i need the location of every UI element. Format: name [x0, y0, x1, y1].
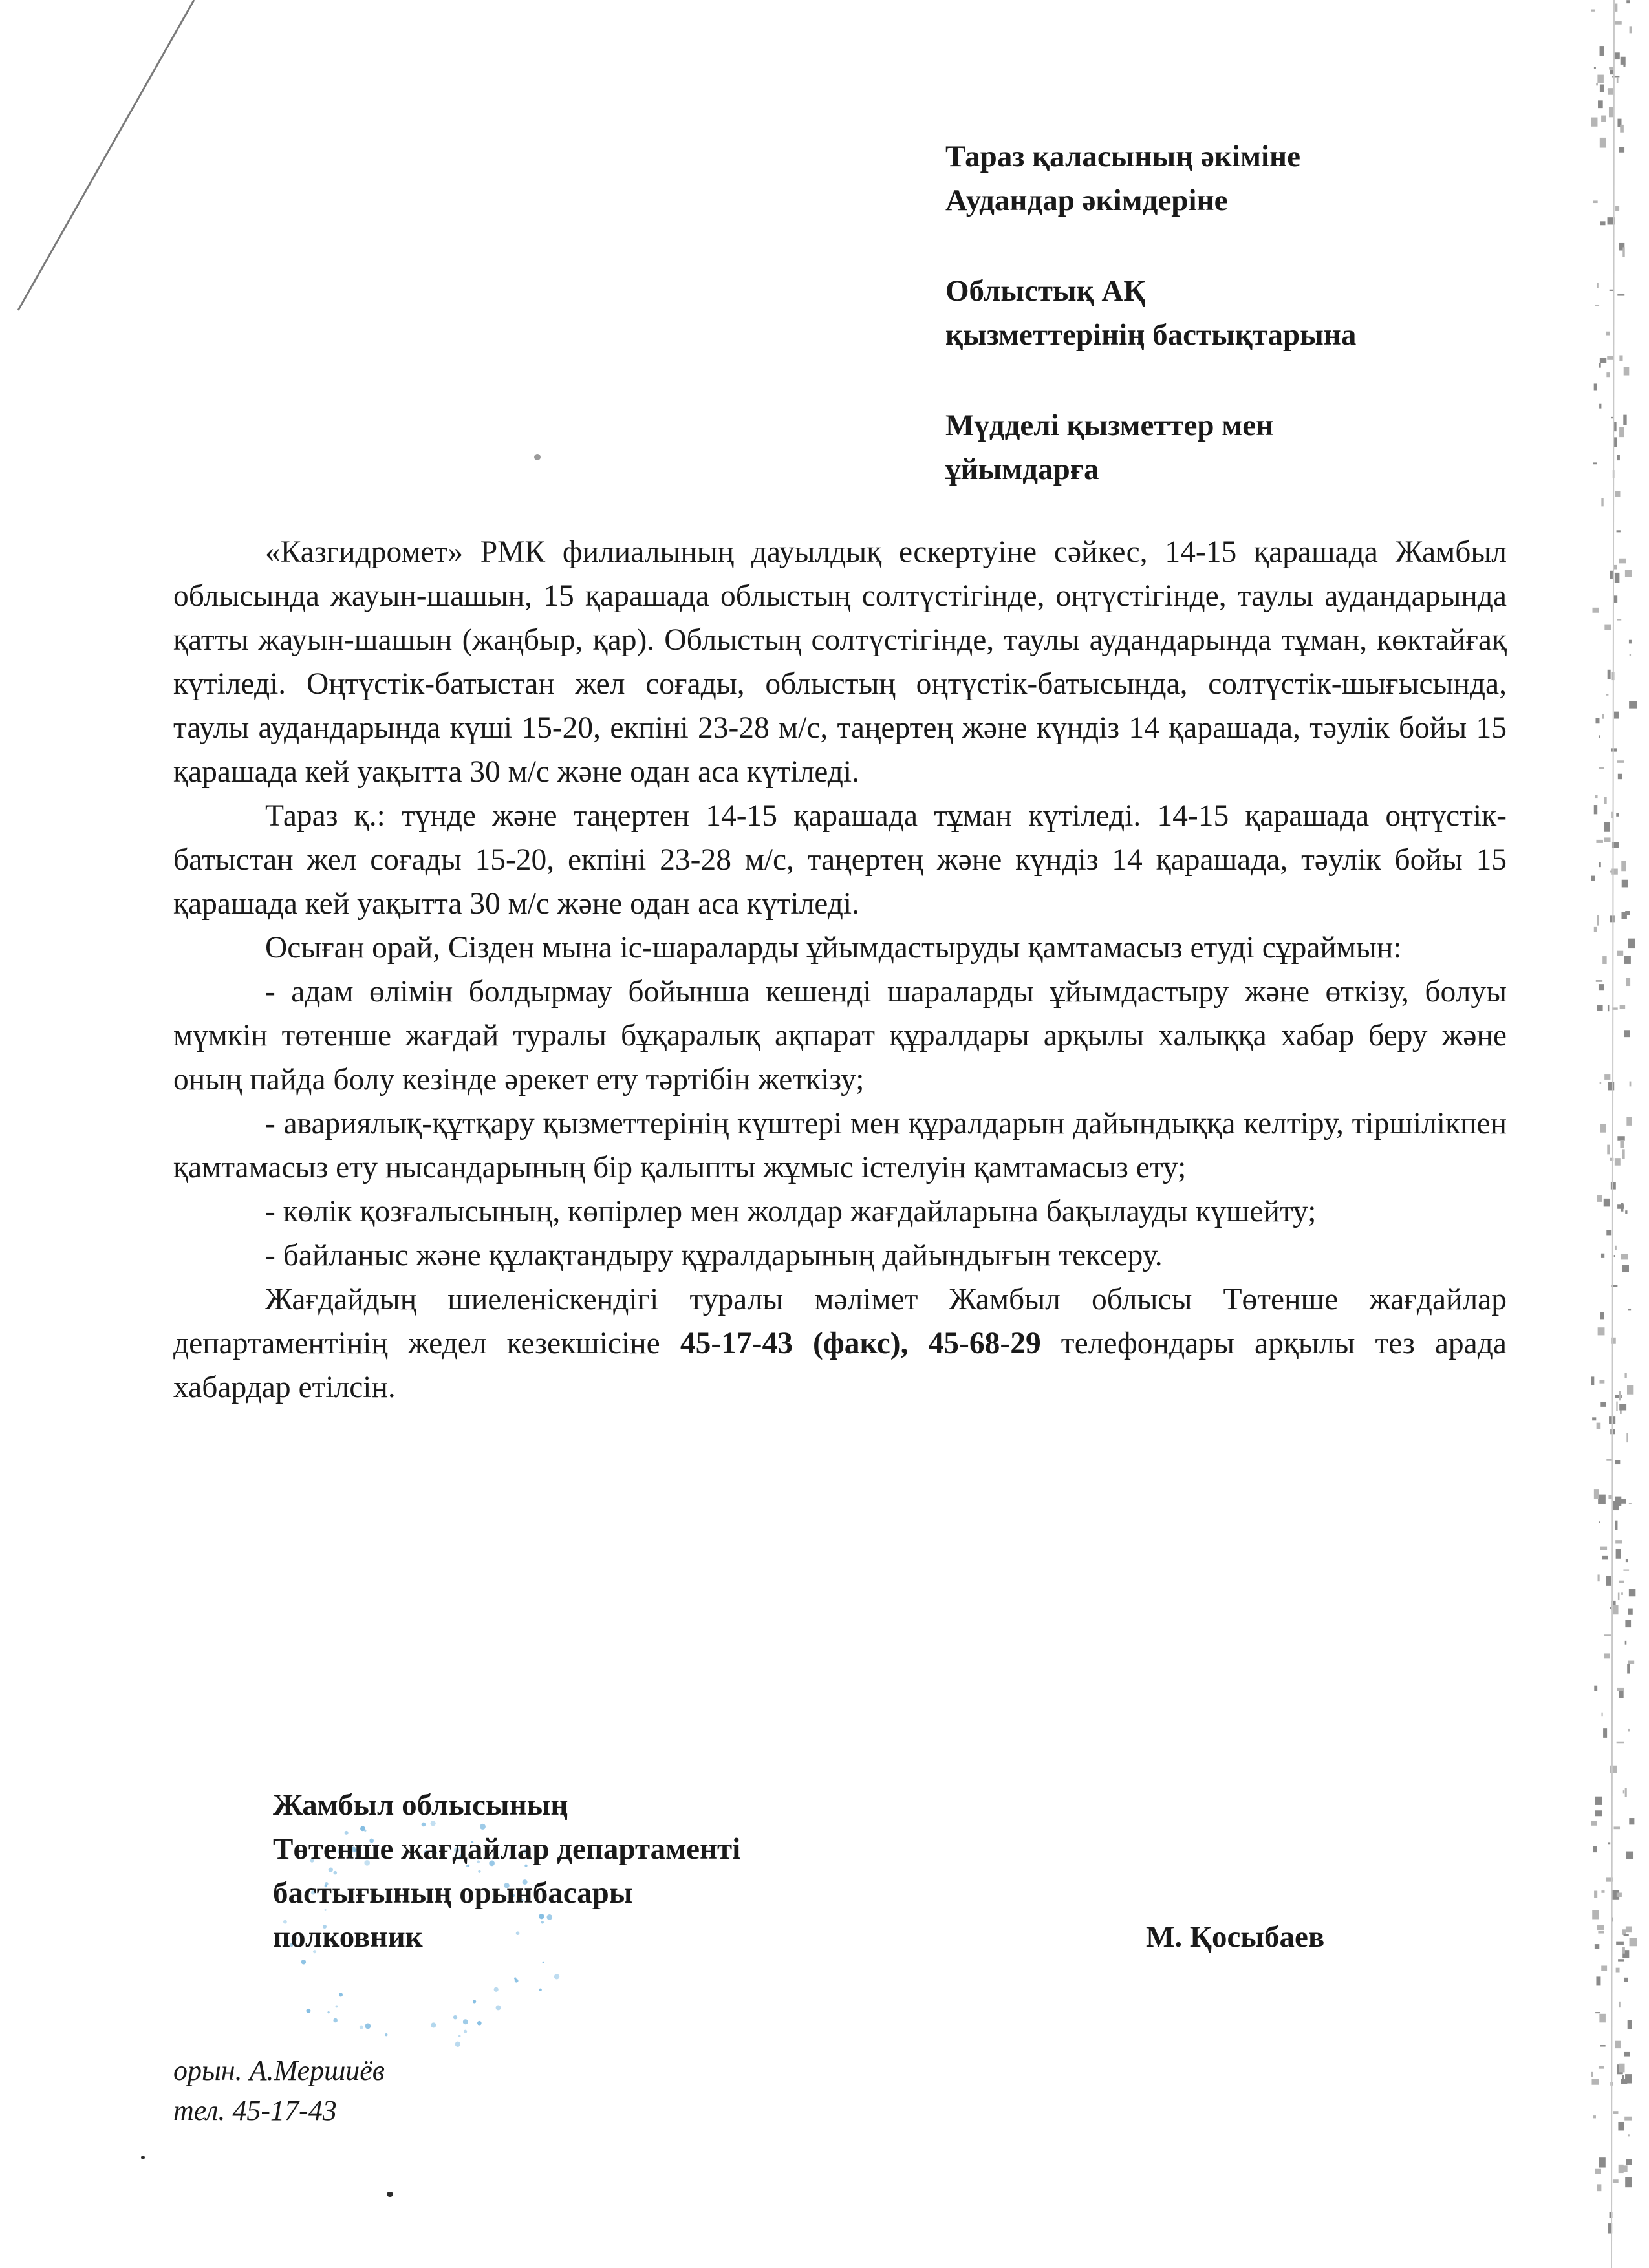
noise-speck	[1624, 1030, 1630, 1037]
noise-speck	[1597, 1195, 1602, 1202]
noise-speck	[1617, 1742, 1624, 1744]
recipient-line: Облыстық АҚ	[945, 274, 1146, 308]
noise-speck	[1624, 1373, 1626, 1378]
noise-speck	[1591, 2072, 1593, 2077]
noise-speck	[1620, 1405, 1621, 1414]
noise-speck	[1624, 1934, 1629, 1936]
noise-speck	[1619, 1499, 1626, 1504]
executor-phone: тел. 45-17-43	[173, 2095, 337, 2126]
noise-speck	[1597, 2184, 1601, 2191]
recipient-line: Тараз қаласының әкіміне	[945, 140, 1300, 173]
noise-speck	[1617, 619, 1622, 621]
scan-speck	[141, 2156, 145, 2159]
stamp-speck	[431, 2022, 436, 2027]
noise-speck	[1599, 984, 1604, 990]
noise-speck	[1613, 1605, 1618, 1615]
contact-numbers: 45-17-43 (факс), 45-68-29	[680, 1327, 1041, 1360]
stamp-speck	[336, 2006, 338, 2008]
bullet-item: - авариялық-құтқару қызметтерінің күштері мен құралдарын дайындыққа келтіру, тіршілікпен қамтамасыз ету нысандарының бір қалыпты жұмыс істелуін қамтамасыз ету;	[173, 1107, 1507, 1184]
noise-speck	[1598, 100, 1603, 108]
noise-speck	[1599, 2157, 1606, 2167]
noise-speck	[1603, 1728, 1607, 1738]
stamp-speck	[463, 2019, 468, 2024]
noise-speck	[1604, 1074, 1610, 1080]
noise-speck	[1610, 571, 1613, 579]
noise-speck	[1630, 654, 1631, 656]
noise-speck	[1615, 573, 1620, 583]
noise-speck	[1630, 1938, 1637, 1947]
noise-speck	[1604, 1199, 1610, 1207]
noise-speck	[1619, 559, 1626, 564]
stamp-speck	[496, 2005, 501, 2010]
noise-speck	[1629, 1818, 1634, 1824]
stamp-speck	[514, 1977, 517, 1980]
noise-speck	[1600, 1402, 1606, 1407]
stamp-speck	[327, 2011, 329, 2013]
noise-speck	[1593, 1846, 1597, 1852]
signer-name: М. Қосыбаев	[1146, 1920, 1325, 1954]
noise-speck	[1601, 498, 1603, 507]
noise-speck	[1620, 1005, 1625, 1009]
noise-speck	[1626, 1927, 1632, 1933]
noise-speck	[1614, 1255, 1615, 1257]
noise-speck	[1593, 200, 1598, 203]
signature-title-line: Төтенше жағдайлар департаменті	[273, 1832, 741, 1866]
noise-speck	[1599, 1521, 1600, 1523]
noise-speck	[1604, 822, 1610, 832]
noise-speck	[1612, 76, 1619, 77]
noise-speck	[1592, 608, 1599, 613]
noise-speck	[1616, 1968, 1620, 1973]
noise-speck	[1597, 75, 1604, 83]
noise-speck	[1612, 1501, 1619, 1510]
noise-speck	[1624, 1978, 1628, 1982]
noise-speck	[1625, 1788, 1627, 1797]
noise-speck	[1599, 735, 1600, 738]
noise-speck	[1615, 206, 1619, 211]
noise-speck	[1625, 1620, 1631, 1628]
scan-speck	[387, 2192, 393, 2197]
noise-speck	[1626, 2159, 1632, 2165]
noise-speck	[1609, 107, 1613, 118]
noise-speck	[1615, 1460, 1620, 1464]
noise-speck	[1594, 805, 1597, 814]
noise-speck	[1619, 1691, 1624, 1698]
noise-speck	[1594, 67, 1596, 69]
noise-speck	[1617, 78, 1619, 83]
stamp-speck	[458, 2035, 460, 2037]
body-paragraph: Осыған орай, Сізден мына іс-шараларды ұйымдастыруды қамтамасыз етуді сұраймын:	[265, 931, 1402, 965]
noise-speck	[1594, 1686, 1597, 1691]
noise-speck	[1597, 1423, 1601, 1429]
recipient-group	[945, 134, 1527, 222]
noise-speck	[1625, 570, 1632, 577]
noise-speck	[1599, 2066, 1604, 2069]
noise-speck	[1610, 1607, 1611, 1609]
noise-speck	[1592, 1910, 1599, 1919]
bullet-item: - адам өлімін болдырмау бойынша кешенді шараларды ұйымдастыру және өткізу, болуы мүмкін төтенше жағдай туралы бұқаралық ақпарат құралдары арқылы халыққа хабар беру және оның пайда болу кезінде әрекет ету тәртібін жеткізу;	[173, 975, 1507, 1097]
signature-block	[273, 1783, 1049, 1959]
noise-speck	[1598, 1495, 1606, 1504]
stamp-speck	[554, 1974, 559, 1979]
noise-speck	[1594, 927, 1597, 932]
recipient-line: ұйымдарға	[945, 453, 1099, 486]
noise-speck	[1624, 956, 1631, 964]
noise-speck	[1599, 862, 1601, 867]
body-paragraph: «Казгидромет» РМК филиалының дауылдық ескертуіне сәйкес, 14-15 қарашада Жамбыл облысында жауын-шашын, 15 қарашада облыстың солтүстігінде, оңтүстігінде, таулы аудандарында қатты жауын-шашын (жаңбыр, қар). Облыстың солтүстігінде, таулы аудандарында тұман, көктайғақ күтіледі. Оңтүстік-батыстан жел соғады, облыстың оңтүстік-батысында, солтүстік-шығысында, таулы аудандарында күші 15-20, екпіні 23-28 м/с, таңертең және күндіз 14 қарашада, тәулік бойы 15 қарашада кей уақытта 30 м/с және одан аса күтіледі.	[173, 535, 1507, 789]
noise-speck	[1628, 939, 1635, 948]
noise-speck	[1610, 70, 1614, 74]
noise-speck	[1594, 1890, 1597, 1898]
executor-footer	[173, 2051, 385, 2131]
noise-speck	[1617, 760, 1624, 763]
noise-speck	[1593, 2115, 1596, 2118]
noise-speck	[1625, 1641, 1627, 1645]
stamp-speck	[333, 2018, 338, 2023]
noise-speck	[1598, 1931, 1604, 1933]
noise-speck	[1610, 1766, 1617, 1773]
noise-speck	[1591, 9, 1595, 11]
noise-speck	[1602, 1713, 1603, 1716]
noise-speck	[1606, 1459, 1611, 1461]
signature-title-line: полковник	[273, 1920, 423, 1954]
noise-speck	[1595, 1797, 1602, 1805]
recipient-line: Аудандар әкімдеріне	[945, 184, 1228, 217]
noise-speck	[1626, 1559, 1628, 1562]
noise-speck	[1624, 2052, 1630, 2057]
noise-speck	[1595, 305, 1599, 306]
noise-speck	[1619, 2002, 1621, 2007]
noise-speck	[1604, 1653, 1610, 1658]
noise-speck	[1617, 951, 1623, 956]
stamp-speck	[473, 2000, 476, 2003]
noise-speck	[1608, 1005, 1609, 1011]
noise-speck	[1617, 1204, 1624, 1208]
noise-speck	[1627, 1385, 1633, 1394]
noise-speck	[1601, 1965, 1607, 1971]
noise-speck	[1626, 1433, 1628, 1443]
noise-speck	[1617, 455, 1619, 460]
noise-speck	[1626, 1117, 1632, 1126]
noise-speck	[1599, 767, 1604, 769]
noise-speck	[1597, 915, 1599, 926]
noise-speck	[1625, 2177, 1632, 2187]
noise-speck	[1618, 1592, 1620, 1600]
noise-speck	[1617, 530, 1621, 532]
noise-speck	[1591, 876, 1595, 881]
noise-speck	[1630, 26, 1632, 33]
noise-speck	[1609, 67, 1614, 70]
noise-speck	[1623, 415, 1626, 425]
noise-speck	[1615, 1158, 1621, 1166]
noise-speck	[1616, 1402, 1617, 1411]
noise-speck	[1611, 748, 1617, 751]
noise-speck	[1600, 358, 1606, 363]
noise-speck	[1607, 356, 1613, 360]
noise-speck	[1629, 640, 1632, 644]
noise-speck	[1624, 2117, 1632, 2121]
noise-speck	[1628, 2020, 1632, 2029]
noise-speck	[1620, 1140, 1624, 1148]
noise-speck	[1626, 978, 1631, 986]
noise-speck	[1619, 147, 1624, 153]
noise-speck	[1610, 915, 1615, 922]
noise-speck	[1621, 1254, 1628, 1260]
noise-speck	[1618, 1959, 1624, 1961]
noise-speck	[1628, 1661, 1634, 1664]
recipient-line: Мүдделі қызметтер мен	[945, 409, 1274, 442]
noise-speck	[1606, 694, 1608, 696]
scan-speck	[534, 454, 541, 460]
noise-speck	[1616, 1549, 1621, 1559]
noise-speck	[1613, 2111, 1618, 2114]
noise-speck	[1595, 2012, 1600, 2013]
noise-speck	[1594, 1489, 1599, 1499]
stamp-speck	[385, 2033, 387, 2036]
scan-edge-line	[1611, 0, 1614, 2268]
signature-title-line: бастығының орынбасары	[273, 1876, 633, 1910]
noise-speck	[1595, 2169, 1601, 2174]
noise-speck	[1621, 912, 1626, 919]
noise-speck	[1619, 355, 1622, 361]
noise-speck	[1595, 1810, 1602, 1816]
noise-speck	[1595, 795, 1598, 798]
noise-speck	[1596, 1976, 1600, 1985]
noise-speck	[1597, 1925, 1604, 1930]
noise-speck	[1627, 1664, 1630, 1673]
noise-speck	[1622, 247, 1624, 257]
noise-speck	[1597, 283, 1599, 288]
noise-speck	[1591, 1376, 1594, 1385]
noise-speck	[1626, 0, 1630, 3]
noise-speck	[1622, 1265, 1629, 1272]
noise-speck	[1599, 1380, 1604, 1384]
noise-speck	[1604, 625, 1611, 630]
noise-speck	[1608, 1842, 1610, 1844]
noise-speck	[1613, 565, 1617, 570]
stamp-speck	[543, 1962, 544, 1963]
noise-speck	[1615, 491, 1621, 497]
noise-speck	[1596, 840, 1603, 843]
noise-speck	[1599, 363, 1601, 368]
noise-speck	[1613, 1826, 1620, 1829]
letter-body	[173, 530, 1507, 1409]
noise-speck	[1629, 1589, 1635, 1597]
noise-speck	[1615, 1246, 1617, 1250]
noise-speck	[1593, 462, 1597, 464]
stamp-speck	[339, 1993, 343, 1996]
noise-speck	[1619, 2064, 1625, 2073]
noise-speck	[1617, 1688, 1624, 1691]
noise-speck	[1616, 813, 1619, 816]
noise-speck	[1615, 2041, 1621, 2048]
noise-speck	[1599, 2014, 1606, 2022]
noise-speck	[1600, 1547, 1607, 1550]
noise-speck	[1619, 427, 1624, 437]
stamp-speck	[539, 1989, 542, 1991]
noise-speck	[1626, 1852, 1633, 1859]
noise-speck	[1592, 1417, 1596, 1420]
noise-speck	[1591, 2079, 1599, 2085]
noise-speck	[1621, 57, 1626, 65]
noise-speck	[1604, 837, 1610, 842]
noise-speck	[1608, 89, 1613, 90]
signature-title-line: Жамбыл облысының	[273, 1788, 568, 1822]
noise-speck	[1602, 956, 1606, 964]
recipient-line: қызметтерінің бастықтарына	[945, 318, 1357, 352]
noise-speck	[1617, 1893, 1622, 1897]
noise-speck	[1600, 84, 1604, 92]
scan-artifact-line	[0, 0, 207, 336]
noise-speck	[1601, 1254, 1604, 1258]
contacts-text-end: телефондары арқылы тез арада хабардар етілсін.	[173, 1327, 1507, 1404]
noise-speck	[1628, 1609, 1632, 1615]
noise-speck	[1619, 2165, 1624, 2173]
noise-speck	[1622, 880, 1628, 888]
noise-speck	[1623, 1569, 1629, 1570]
noise-speck	[1600, 221, 1605, 225]
stamp-speck	[365, 2023, 371, 2029]
noise-speck	[1613, 2179, 1619, 2183]
stamp-speck	[455, 2042, 460, 2047]
noise-speck	[1628, 1309, 1631, 1310]
noise-speck	[1596, 83, 1598, 86]
noise-speck	[1615, 1521, 1618, 1530]
noise-speck	[1594, 383, 1597, 390]
noise-speck	[1596, 980, 1602, 981]
noise-speck	[1600, 2045, 1606, 2046]
noise-speck	[1615, 1540, 1622, 1543]
noise-speck	[1607, 1145, 1610, 1155]
noise-speck	[1622, 1149, 1625, 1159]
noise-speck	[1628, 1729, 1630, 1732]
stamp-speck	[464, 2030, 467, 2033]
noise-speck	[1604, 1634, 1611, 1636]
noise-speck	[1600, 138, 1606, 148]
noise-speck	[1618, 774, 1622, 779]
noise-speck	[1599, 404, 1601, 409]
contacts-text-start: Жағдайдың шиеленіскендігі туралы мәлімет Жамбыл облысы Төтенше жағдайлар департаментінің жедел кезекшісіне	[173, 1283, 1507, 1360]
stamp-speck	[453, 2015, 457, 2019]
noise-speck	[1602, 1556, 1608, 1560]
noise-speck	[1619, 1581, 1624, 1583]
noise-speck	[1604, 797, 1607, 804]
noise-speck	[1606, 372, 1610, 377]
body-paragraph-contacts	[173, 1278, 1507, 1409]
body-paragraph: Тараз қ.: түнде және таңертен 14-15 қарашада тұман күтіледі. 14-15 қарашада оңтүстік-батыстан жел соғады 15-20, екпіні 23-28 м/с, таңертең және күндіз 14 қарашада, тәулік бойы 15 қарашада кей уақытта 30 м/с және одан аса күтіледі.	[173, 799, 1507, 921]
bullet-item: - көлік қозғалысының, көпірлер мен жолдар жағдайларына бақылауды күшейту;	[265, 1195, 1317, 1228]
noise-speck	[1623, 1790, 1624, 1793]
noise-speck	[1621, 861, 1626, 872]
noise-speck	[1600, 1082, 1602, 1084]
stamp-speck	[306, 2009, 310, 2013]
noise-speck	[1614, 712, 1619, 719]
noise-speck	[1628, 2134, 1630, 2136]
noise-speck	[1621, 2079, 1628, 2084]
stamp-speck	[494, 1987, 499, 1992]
noise-speck	[1624, 367, 1630, 375]
noise-speck	[1622, 1947, 1625, 1954]
noise-speck	[1601, 116, 1606, 122]
noise-speck	[1591, 118, 1597, 127]
noise-speck	[1591, 1821, 1597, 1826]
noise-speck	[1625, 1210, 1627, 1214]
noise-speck	[1614, 21, 1621, 25]
noise-speck	[1600, 1312, 1604, 1320]
noise-speck	[1629, 701, 1637, 709]
stamp-speck	[477, 2021, 482, 2026]
noise-speck	[1600, 46, 1604, 56]
recipient-group	[945, 269, 1527, 357]
noise-speck	[1600, 1124, 1606, 1133]
noise-speck	[1621, 1592, 1622, 1595]
noise-speck	[1598, 1574, 1600, 1581]
noise-speck	[1630, 1082, 1632, 1087]
recipients-block	[945, 134, 1527, 491]
recipient-group	[945, 403, 1527, 491]
executor-name: орын. А.Мершиёв	[173, 2055, 385, 2086]
noise-speck	[1602, 714, 1604, 718]
bullet-item: - байланыс және құлақтандыру құралдарының дайындығын тексеру.	[265, 1239, 1163, 1272]
noise-speck	[1620, 125, 1624, 133]
noise-speck	[1595, 1944, 1599, 1949]
noise-speck	[1598, 1327, 1605, 1335]
noise-speck	[1629, 1503, 1632, 1504]
noise-speck	[1606, 1230, 1611, 1236]
noise-speck	[1597, 1005, 1603, 1011]
noise-speck	[1608, 670, 1611, 679]
noise-speck	[1606, 332, 1610, 336]
scan-edge-noise	[1565, 0, 1649, 2268]
noise-speck	[1618, 2122, 1624, 2130]
noise-speck	[1606, 1576, 1611, 1586]
noise-speck	[1615, 4, 1617, 12]
stamp-speck	[360, 2026, 363, 2029]
noise-speck	[1601, 1890, 1604, 1893]
noise-speck	[1623, 64, 1625, 67]
noise-speck	[1619, 1391, 1621, 1400]
stamp-speck	[301, 1960, 307, 1965]
noise-speck	[1617, 294, 1624, 296]
noise-speck	[1616, 1942, 1624, 1945]
noise-speck	[1595, 718, 1599, 723]
